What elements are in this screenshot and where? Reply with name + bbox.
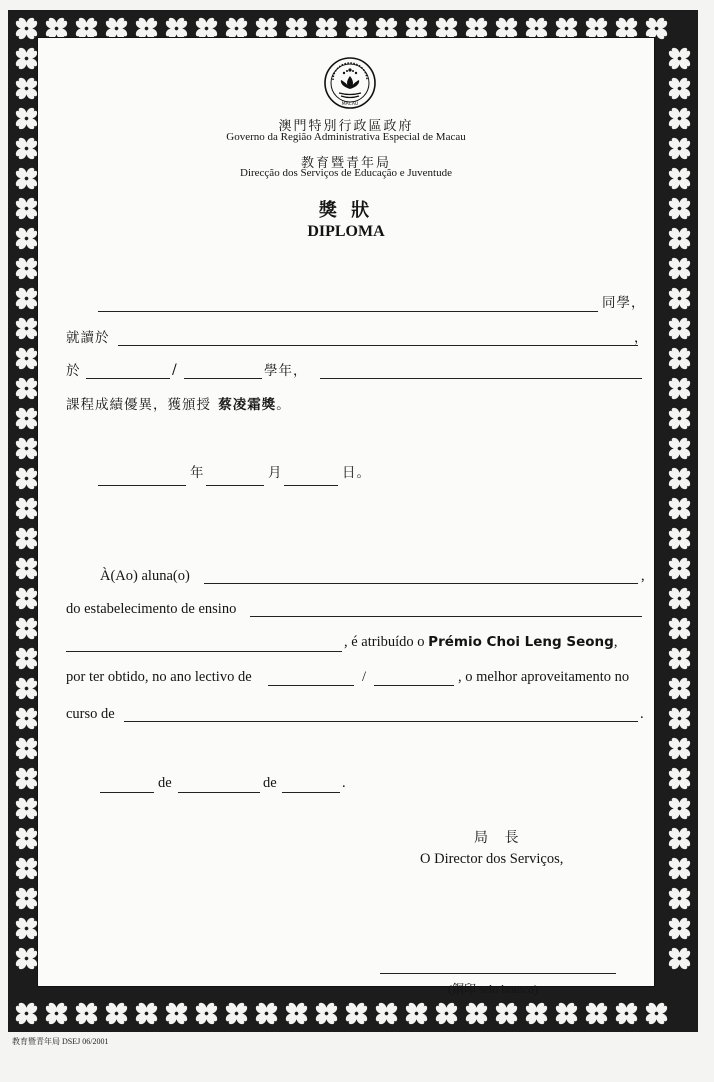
prize-comma-pt: , (613, 634, 618, 650)
border-flower-icon (339, 996, 374, 1031)
border-flower-icon (662, 761, 697, 796)
border-flower-icon (662, 731, 697, 766)
student-name-line-zh (98, 311, 598, 312)
year-prefix-zh: 於 (66, 363, 81, 379)
student-suffix-zh: 同學， (602, 295, 646, 311)
seal-note: (鋼印 selo branco) (448, 982, 538, 996)
border-flower-icon (579, 996, 614, 1031)
border-flower-icon (159, 996, 194, 1031)
border-flower-icon (662, 71, 697, 106)
attrib-text-pt: , é atribuído o (344, 634, 425, 650)
border-flower-icon (662, 251, 697, 286)
year-suffix-pt: , o melhor aproveitamento no (458, 669, 630, 685)
border-flower-icon (279, 996, 314, 1031)
border-flower-icon (309, 996, 344, 1031)
date-year-line-pt (282, 792, 340, 793)
border-flower-icon (399, 996, 434, 1031)
student-comma-pt: , (641, 568, 645, 584)
student-prefix-pt: À(Ao) aluna(o) (100, 568, 190, 584)
border-flower-icon (662, 911, 697, 946)
border-flower-icon (99, 996, 134, 1031)
border-flower-icon (249, 996, 284, 1031)
border-flower-icon (662, 101, 697, 136)
border-flower-icon (662, 281, 697, 316)
course-period-pt: . (640, 706, 644, 722)
border-flower-icon (662, 431, 697, 466)
border-flower-icon (662, 791, 697, 826)
border-flower-icon (662, 491, 697, 526)
border-flower-icon (662, 851, 697, 886)
border-flower-icon (662, 41, 697, 76)
border-flower-icon (662, 221, 697, 256)
award-end-zh: 。 (276, 397, 291, 413)
border-flower-icon (189, 996, 224, 1031)
year-suffix-zh: 學年， (264, 363, 308, 379)
school-prefix-pt: do estabelecimento de ensino (66, 601, 237, 617)
border-flower-icon (662, 881, 697, 916)
date-month-line-zh (206, 485, 264, 486)
signature-line (380, 973, 616, 974)
course-line-zh (320, 378, 642, 379)
form-code: 教育暨青年局 DSEJ 06/2001 (12, 1037, 109, 1046)
border-flower-icon (219, 996, 254, 1031)
department-name-pt: Direcção dos Serviços de Educação e Juventude (240, 167, 452, 179)
border-flower-icon (39, 996, 74, 1031)
award-name-zh: 蔡凌霜獎 (218, 397, 277, 413)
director-title-pt: O Director dos Serviços, (420, 851, 564, 867)
school-prefix-zh: 就讀於 (66, 330, 110, 346)
date-month-label-zh: 月 (268, 465, 283, 481)
border-flower-icon (662, 131, 697, 166)
year-slash-pt: / (362, 669, 367, 685)
border-flower-icon (489, 996, 524, 1031)
department-name-zh: 教育暨青年局 (300, 156, 391, 171)
border-flower-icon (549, 996, 584, 1031)
border-flower-icon (662, 161, 697, 196)
border-flower-icon (369, 996, 404, 1031)
diploma-title-zh: 獎 狀 (318, 200, 374, 221)
border-flower-icon (662, 521, 697, 556)
date-de1-pt: de (158, 775, 172, 791)
date-day-label-zh: 日。 (342, 465, 371, 481)
macau-emblem-icon (323, 56, 377, 110)
award-line-zh (66, 397, 291, 413)
prize-name-pt: Prémio Choi Leng Seong (428, 634, 614, 650)
government-name-pt: Governo da Região Administrativa Especial de Macau (226, 131, 466, 143)
school-comma-zh: ， (634, 330, 649, 346)
border-flower-icon (69, 996, 104, 1031)
year-start-line-zh (86, 378, 170, 379)
year-end-line-zh (184, 378, 262, 379)
border-flower-icon (429, 996, 464, 1031)
date-year-label-zh: 年 (190, 465, 205, 481)
border-flower-icon (9, 996, 44, 1031)
diploma-title-en: DIPLOMA (307, 223, 385, 240)
diploma-sheet (37, 37, 655, 996)
date-de2-pt: de (263, 775, 277, 791)
border-flower-icon (519, 996, 554, 1031)
border-flower-icon (662, 821, 697, 856)
border-flower-icon (662, 671, 697, 706)
date-month-line-pt (178, 792, 260, 793)
year-end-line-pt (374, 685, 454, 686)
border-flower-icon (129, 996, 164, 1031)
award-text-zh: 課程成績優異，獲頒授 (66, 397, 211, 413)
date-day-line-zh (284, 485, 338, 486)
border-flower-icon (662, 311, 697, 346)
border-flower-icon (662, 581, 697, 616)
date-end-pt: . (342, 775, 346, 791)
course-name-line-pt (124, 721, 638, 722)
director-title-zh: 局 長 (474, 830, 525, 846)
school-name-line-zh (118, 345, 638, 346)
border-flower-icon (662, 401, 697, 436)
school-name-line2-pt (66, 651, 342, 652)
border-flower-icon (662, 611, 697, 646)
border-flower-icon (662, 941, 697, 976)
border-flower-icon (662, 641, 697, 676)
border-flower-icon (662, 461, 697, 496)
emblem-text: MACAU (341, 102, 359, 107)
border-flower-icon (609, 996, 644, 1031)
prize-line-pt (344, 634, 617, 650)
year-prefix-pt: por ter obtido, no ano lectivo de (66, 669, 252, 685)
border-flower-icon (662, 191, 697, 226)
course-prefix-pt: curso de (66, 706, 115, 722)
border-flower-icon (662, 341, 697, 376)
border-flower-icon (662, 701, 697, 736)
border-flower-icon (459, 996, 494, 1031)
date-day-line-pt (100, 792, 154, 793)
year-slash-zh: / (172, 362, 177, 378)
date-year-line-zh (98, 485, 186, 486)
student-name-line-pt (204, 583, 638, 584)
year-start-line-pt (268, 685, 354, 686)
border-flower-icon (662, 551, 697, 586)
border-flower-icon (662, 371, 697, 406)
government-name-zh: 澳門特別行政區政府 (278, 119, 414, 134)
border-flower-icon (639, 996, 674, 1031)
school-name-line-pt (250, 616, 642, 617)
